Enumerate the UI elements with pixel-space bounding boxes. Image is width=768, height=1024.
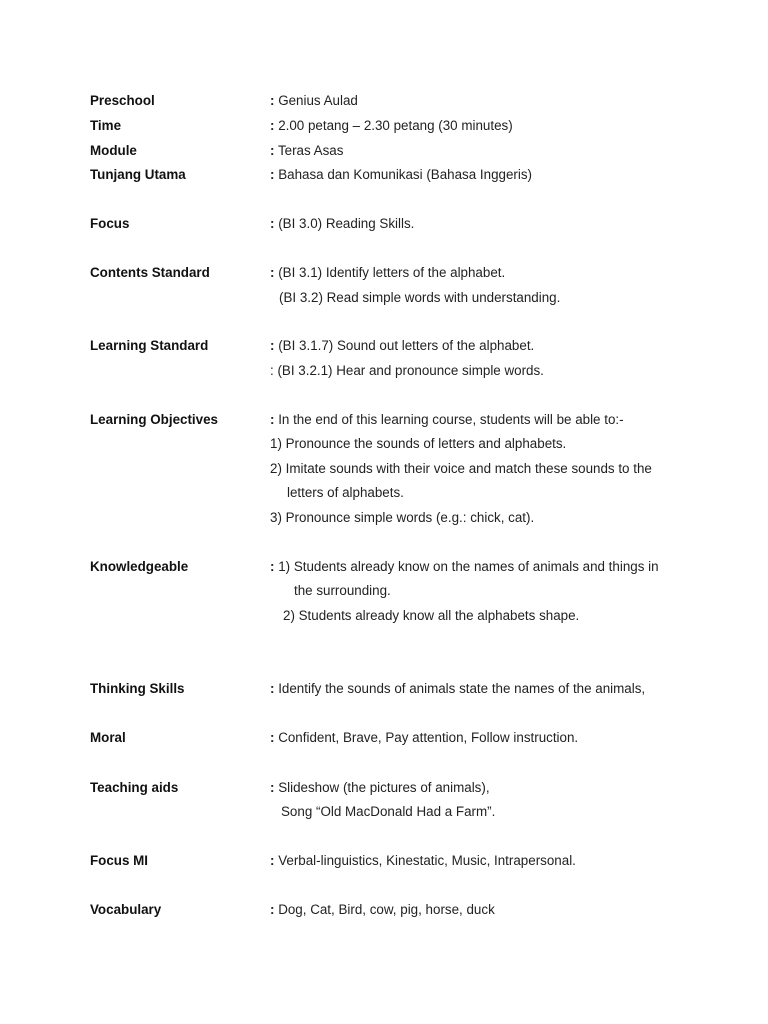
focus-colon: : — [270, 216, 275, 231]
tunjang-utama-value: Bahasa dan Komunikasi (Bahasa Inggeris) — [274, 167, 533, 182]
preschool-value: Genius Aulad — [274, 93, 358, 108]
contents-standard-colon: : — [270, 265, 275, 280]
preschool-value-line — [270, 93, 358, 109]
learning-objectives-label: Learning Objectives — [90, 412, 218, 427]
time-value-line — [270, 118, 513, 134]
focus-value-line — [270, 216, 414, 232]
teaching-aids-label: Teaching aids — [90, 780, 179, 795]
knowledgeable-value: 1) Students already know on the names of animals and things in — [274, 559, 659, 574]
vocabulary-value-line — [270, 902, 495, 918]
focus-mi-colon: : — [270, 853, 275, 868]
learning-objective-item-3: 3) Pronounce simple words (e.g.: chick, cat). — [270, 510, 535, 525]
learning-standard-label: Learning Standard — [90, 338, 209, 353]
learning-objectives-colon: : — [270, 412, 275, 427]
contents-standard-value: (BI 3.1) Identify letters of the alphabet. — [274, 265, 506, 280]
learning-objective-item-2: 2) Imitate sounds with their voice and match these sounds to the — [270, 461, 652, 476]
thinking-skills-value-line — [270, 681, 645, 697]
teaching-aids-value-line — [270, 780, 490, 796]
learning-standard-colon: : — [270, 338, 275, 353]
learning-standard-line2: : (BI 3.2.1) Hear and pronounce simple words. — [270, 363, 544, 378]
moral-value-line — [270, 730, 578, 746]
time-colon: : — [270, 118, 275, 133]
contents-standard-line2: (BI 3.2) Read simple words with understanding. — [279, 290, 561, 305]
module-value-line — [270, 143, 343, 159]
vocabulary-label: Vocabulary — [90, 902, 162, 917]
teaching-aids-value: Slideshow (the pictures of animals), — [274, 780, 490, 795]
knowledgeable-value-continued: the surrounding. — [294, 583, 391, 598]
module-colon: : — [270, 143, 275, 158]
tunjang-utama-label: Tunjang Utama — [90, 167, 186, 182]
knowledgeable-label: Knowledgeable — [90, 559, 189, 574]
module-value: Teras Asas — [274, 143, 344, 158]
learning-standard-value-line — [270, 338, 534, 354]
moral-label: Moral — [90, 730, 126, 745]
learning-objective-item-1: 1) Pronounce the sounds of letters and alphabets. — [270, 436, 567, 451]
knowledgeable-colon: : — [270, 559, 275, 574]
vocabulary-colon: : — [270, 902, 275, 917]
learning-objectives-value: In the end of this learning course, students will be able to:- — [274, 412, 624, 427]
knowledgeable-value-line — [270, 559, 659, 575]
focus-mi-value-line — [270, 853, 576, 869]
tunjang-utama-colon: : — [270, 167, 275, 182]
tunjang-utama-value-line — [270, 167, 532, 183]
preschool-label: Preschool — [90, 93, 155, 108]
moral-colon: : — [270, 730, 275, 745]
moral-value: Confident, Brave, Pay attention, Follow instruction. — [274, 730, 579, 745]
thinking-skills-value: Identify the sounds of animals state the names of the animals, — [274, 681, 646, 696]
learning-objective-item-2-continued: letters of alphabets. — [287, 485, 404, 500]
focus-label: Focus — [90, 216, 130, 231]
focus-mi-value: Verbal-linguistics, Kinestatic, Music, Intrapersonal. — [274, 853, 576, 868]
time-label: Time — [90, 118, 122, 133]
learning-objectives-value-line — [270, 412, 624, 428]
preschool-colon: : — [270, 93, 275, 108]
vocabulary-value: Dog, Cat, Bird, cow, pig, horse, duck — [274, 902, 495, 917]
learning-standard-value: (BI 3.1.7) Sound out letters of the alphabet. — [274, 338, 535, 353]
contents-standard-label: Contents Standard — [90, 265, 210, 280]
module-label: Module — [90, 143, 137, 158]
focus-mi-label: Focus MI — [90, 853, 149, 868]
teaching-aids-colon: : — [270, 780, 275, 795]
knowledgeable-item-2: 2) Students already know all the alphabets shape. — [283, 608, 580, 623]
teaching-aids-line2: Song “Old MacDonald Had a Farm”. — [281, 804, 496, 819]
contents-standard-value-line — [270, 265, 505, 281]
thinking-skills-colon: : — [270, 681, 275, 696]
focus-value: (BI 3.0) Reading Skills. — [274, 216, 415, 231]
time-value: 2.00 petang – 2.30 petang (30 minutes) — [274, 118, 513, 133]
thinking-skills-label: Thinking Skills — [90, 681, 185, 696]
